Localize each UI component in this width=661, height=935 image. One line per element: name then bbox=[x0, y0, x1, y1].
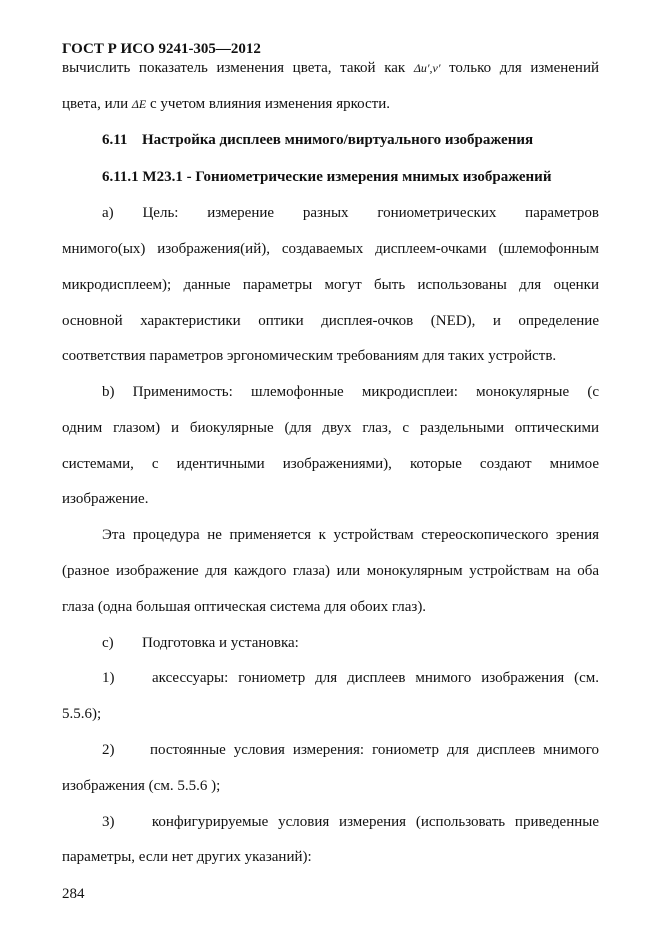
text-line: а) Цель: измерение разных гониометрических параметров bbox=[102, 205, 599, 221]
text-line: цвета, или ΔE с учетом влияния изменения яркости. bbox=[62, 96, 390, 112]
text-line: основной характеристики оптики дисплея-очков (NED), и определение bbox=[62, 313, 599, 329]
text-line: одним глазом) и биокулярные (для двух глаз, с раздельными оптическими bbox=[62, 420, 599, 436]
text-line: вычислить показатель изменения цвета, такой как Δu′,v′ только для изменений bbox=[62, 60, 600, 76]
subsection-heading: 6.11.1 M23.1 - Гониометрические измерения мнимых изображений bbox=[102, 169, 552, 185]
text-line: b) Применимость: шлемофонные микродисплеи: монокулярные (с bbox=[102, 384, 599, 400]
text-line: параметры, если нет других указаний): bbox=[62, 849, 312, 865]
text-line: (разное изображение для каждого глаза) или монокулярным устройствам на оба bbox=[62, 563, 599, 579]
text-line: изображения (см. 5.5.6 ); bbox=[62, 778, 221, 794]
text-line: изображение. bbox=[62, 491, 149, 507]
text-line: микродисплеем); данные параметры могут быть использованы для оценки bbox=[62, 277, 599, 293]
page-number: 284 bbox=[62, 886, 85, 902]
text-line: соответствия параметров эргономическим требованиям для таких устройств. bbox=[62, 348, 557, 364]
section-heading: 6.11 Настройка дисплеев мнимого/виртуального изображения bbox=[102, 132, 534, 148]
list-item: 2) постоянные условия измерения: гониометр для дисплеев мнимого bbox=[102, 742, 600, 758]
list-item: 1) аксессуары: гониометр для дисплеев мнимого изображения (см. bbox=[102, 670, 600, 686]
text-line: 5.5.6); bbox=[62, 706, 102, 722]
text-line: мнимого(ых) изображения(ий), создаваемых дисплеем-очками (шлемофонным bbox=[62, 241, 599, 257]
text-line: глаза (одна большая оптическая система для обоих глаз). bbox=[62, 599, 427, 615]
text-line: Эта процедура не применяется к устройствам стереоскопического зрения bbox=[102, 527, 599, 543]
document-header: ГОСТ Р ИСО 9241-305—2012 bbox=[62, 41, 261, 57]
list-item: с) Подготовка и установка: bbox=[102, 635, 299, 651]
text-line: системами, с идентичными изображениями), которые создают мнимое bbox=[62, 456, 599, 472]
list-item: 3) конфигурируемые условия измерения (использовать приведенные bbox=[102, 814, 599, 830]
